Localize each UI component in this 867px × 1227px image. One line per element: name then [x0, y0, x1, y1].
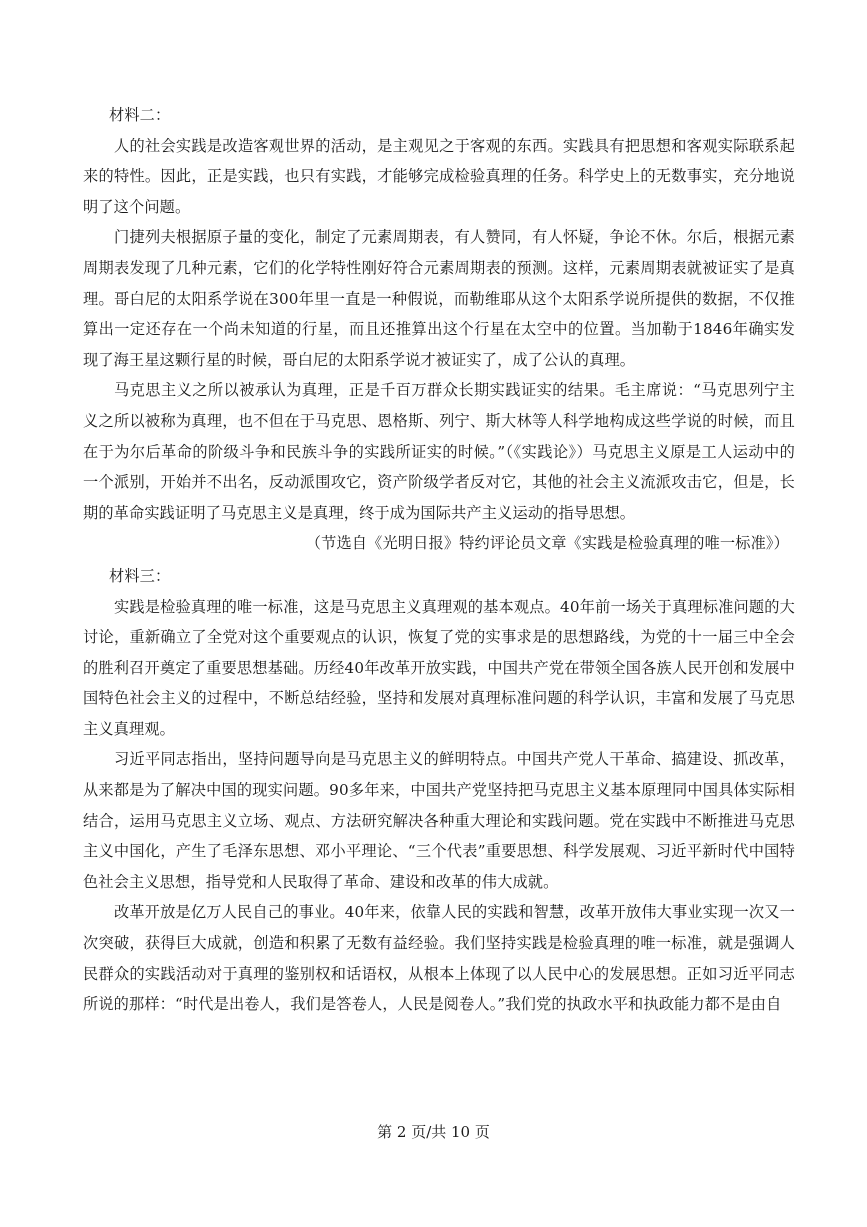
material-three-paragraph-3: 改革开放是亿万人民自己的事业。40年来，依靠人民的实践和智慧，改革开放伟大事业实现一次又一次突破，获得巨大成就，创造和积累了无数有益经验。我们坚持实践是检验真理的唯一标准，就是强调人民群众的实践活动对于真理的鉴别权和话语权，从根本上体现了以人民中心的发展思想。正如习近平同志所说的那样：“时代是出卷人，我们是答卷人，人民是阅卷人。”我们党的执政水平和执政能力都不是由自 [83, 903, 795, 1014]
material-two-source: （节选自《光明日报》特约评论员文章《实践是检验真理的唯一标准》） [305, 534, 789, 553]
material-two-paragraph-2: 门捷列夫根据原子量的变化，制定了元素周期表，有人赞同，有人怀疑，争论不休。尔后，根据元素周期表发现了几种元素，它们的化学特性刚好符合元素周期表的预测。这样，元素周期表就被证实了是真理。哥白尼的太阳系学说在300年里一直是一种假说，而勒维耶从这个太阳系学说所提供的数据，不仅推算出一定还存在一个尚未知道的行星，而且还推算出这个行星在太空中的位置。当加勒于1846年确实发现了海王星这颗行星的时候，哥白尼的太阳系学说才被证实了，成了公认的真理。 [83, 228, 795, 369]
material-two-heading: 材料二： [109, 106, 171, 124]
material-three-paragraph-1: 实践是检验真理的唯一标准，这是马克思主义真理观的基本观点。40年前一场关于真理标准问题的大讨论，重新确立了全党对这个重要观点的认识，恢复了党的实事求是的思想路线，为党的十一届三中全会的胜利召开奠定了重要思想基础。历经40年改革开放实践，中国共产党在带领全国各族人民开创和发展中国特色社会主义的过程中，不断总结经验，坚持和发展对真理标准问题的科学认识，丰富和发展了马克思主义真理观。 [83, 597, 795, 738]
page-content [83, 100, 795, 1020]
page-number-footer: 第 2 页/共 10 页 [377, 1123, 490, 1141]
material-two-paragraph-1: 人的社会实践是改造客观世界的活动，是主观见之于客观的东西。实践具有把思想和客观实际联系起来的特性。因此，正是实践，也只有实践，才能够完成检验真理的任务。科学史上的无数事实，充分地说明了这个问题。 [83, 136, 795, 216]
material-three-paragraph-2: 习近平同志指出，坚持问题导向是马克思主义的鲜明特点。中国共产党人干革命、搞建设、抓改革，从来都是为了解决中国的现实问题。90多年来，中国共产党坚持把马克思主义基本原理同中国具体实际相结合，运用马克思主义立场、观点、方法研究解决各种重大理论和实践问题。党在实践中不断推进马克思主义中国化，产生了毛泽东思想、邓小平理论、“三个代表”重要思想、科学发展观、习近平新时代中国特色社会主义思想，指导党和人民取得了革命、建设和改革的伟大成就。 [83, 750, 795, 891]
material-two-paragraph-3: 马克思主义之所以被承认为真理，正是千百万群众长期实践证实的结果。毛主席说：“马克思列宁主义之所以被称为真理，也不但在于马克思、恩格斯、列宁、斯大林等人科学地构成这些学说的时候，而且在于为尔后革命的阶级斗争和民族斗争的实践所证实的时候。”（《实践论》）马克思主义原是工人运动中的一个派别，开始并不出名，反动派围攻它，资产阶级学者反对它，其他的社会主义流派攻击它，但是，长期的革命实践证明了马克思主义是真理，终于成为国际共产主义运动的指导思想。 [83, 381, 795, 522]
material-three-heading: 材料三： [109, 566, 171, 585]
